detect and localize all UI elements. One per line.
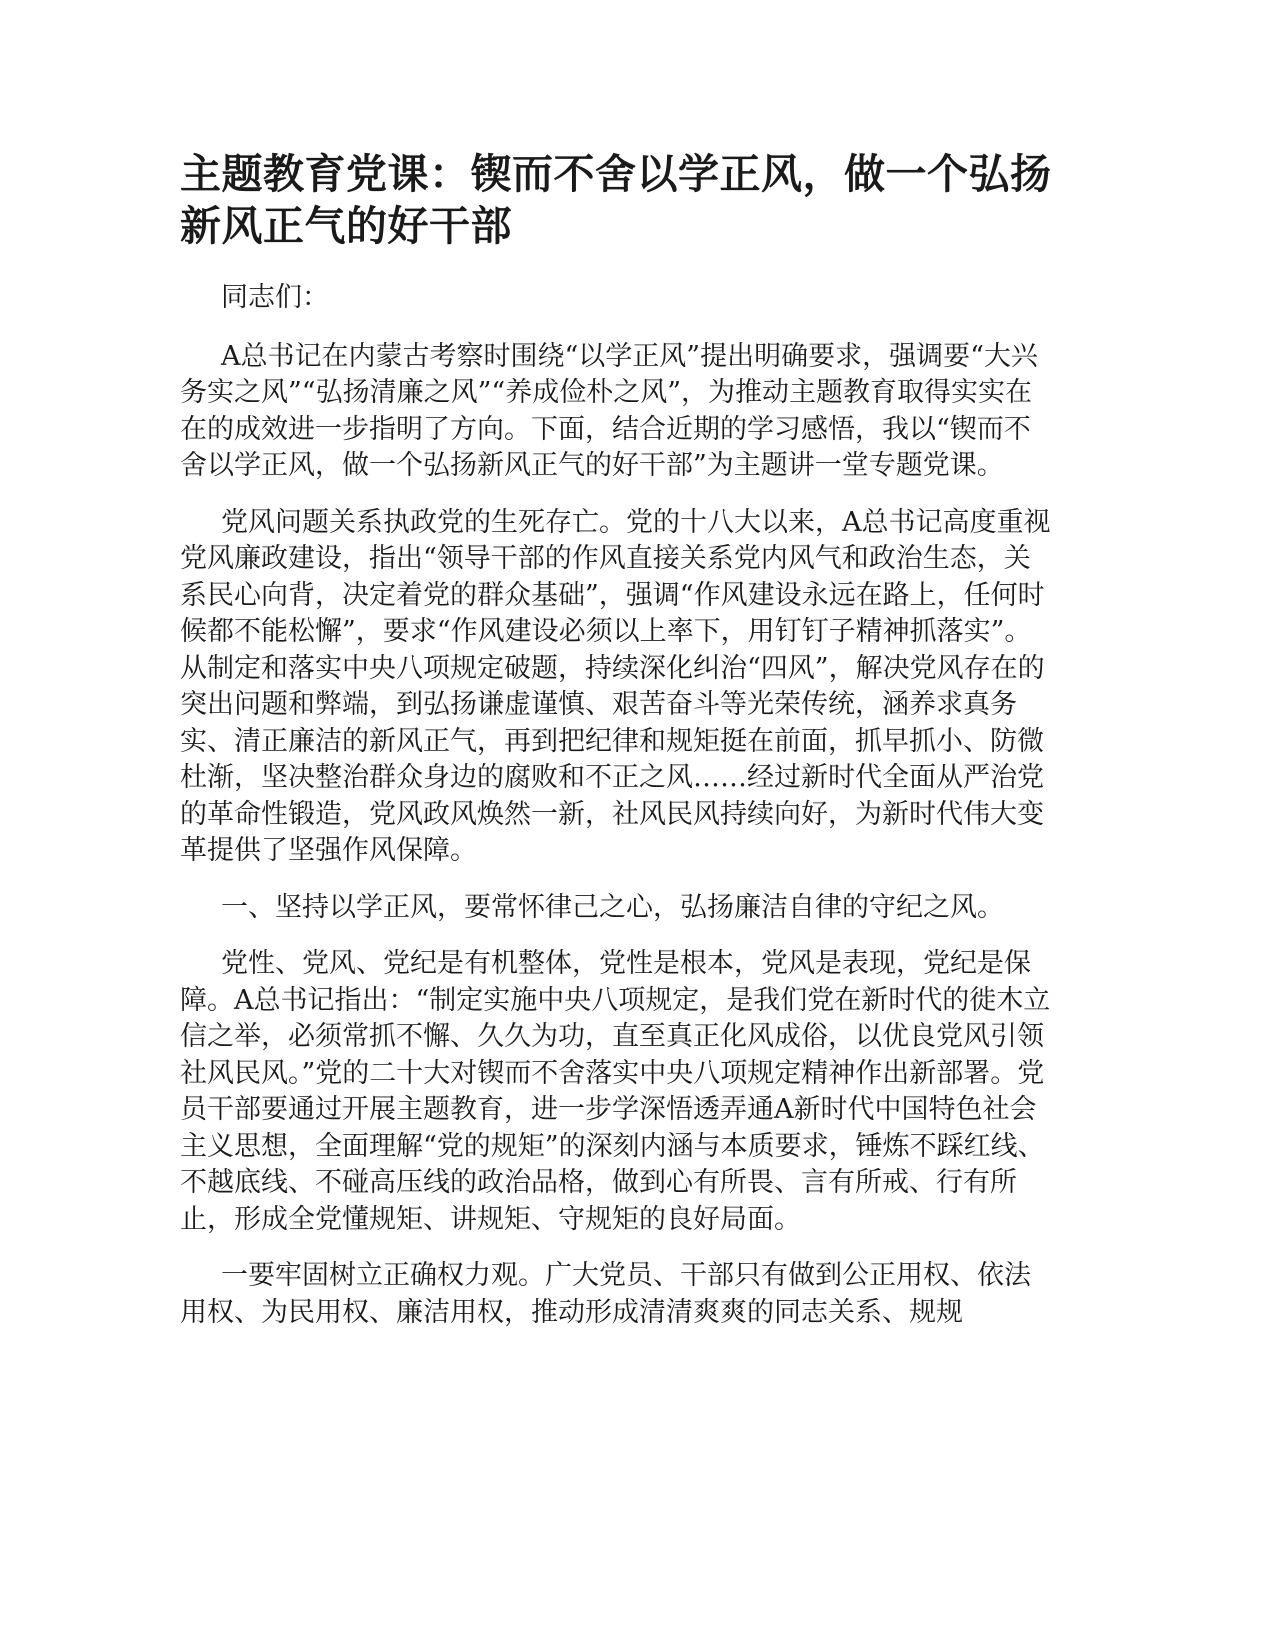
document-title: 主题教育党课：锲而不舍以学正风，做一个弘扬新风正气的好干部 [180, 150, 1052, 250]
salutation-paragraph: 同志们： [221, 282, 329, 313]
document-body [180, 148, 1055, 1351]
section-1-point-1-paragraph: 一要牢固树立正确权力观。广大党员、干部只有做到公正用权、依法用权、为民用权、廉洁用权，推动形成清清爽爽的同志关系、规规 [180, 1260, 1031, 1328]
background-paragraph: 党风问题关系执政党的生死存亡。党的十八大以来，A总书记高度重视党风廉政建设，指出“领导干部的作风直接关系党内风气和政治生态，关系民心向背，决定着党的群众基础”，强调“作风建设永远在路上，任何时候都不能松懈”，要求“作风建设必须以上率下，用钉钉子精神抓落实”。从制定和落实中央八项规定破题，持续深化纠治“四风”，解决党风存在的突出问题和弊端，到弘扬谦虚谨慎、艰苦奋斗等光荣传统，涵养求真务实、清正廉洁的新风正气，再到把纪律和规矩挺在前面，抓早抓小、防微杜渐，坚决整治群众身边的腐败和不正之风……经过新时代全面从严治党的革命性锻造，党风政风焕然一新，社风民风持续向好，为新时代伟大变革提供了坚强作风保障。 [180, 506, 1051, 866]
intro-paragraph: A总书记在内蒙古考察时围绕“以学正风”提出明确要求，强调要“大兴务实之风”“弘扬清廉之风”“养成俭朴之风”，为推动主题教育取得实实在在的成效进一步指明了方向。下面，结合近期的学习感悟，我以“锲而不舍以学正风，做一个弘扬新风正气的好干部”为主题讲一堂专题党课。 [180, 340, 1038, 481]
section-heading-1: 一、坚持以学正风，要常怀律己之心，弘扬廉洁自律的守纪之风。 [221, 891, 1004, 923]
section-1-body-paragraph: 党性、党风、党纪是有机整体，党性是根本，党风是表现，党纪是保障。A总书记指出：“制定实施中央八项规定，是我们党在新时代的徙木立信之举，必须常抓不懈、久久为功，直至真正化风成俗，以优良党风引领社风民风。”党的二十大对锲而不舍落实中央八项规定精神作出新部署。党员干部要通过开展主题教育，进一步学深悟透弄通A新时代中国特色社会主义思想，全面理解“党的规矩”的深刻内涵与本质要求，锤炼不踩红线、不越底线、不碰高压线的政治品格，做到心有所畏、言有所戒、行有所止，形成全党懂规矩、讲规矩、守规矩的良好局面。 [180, 948, 1051, 1235]
